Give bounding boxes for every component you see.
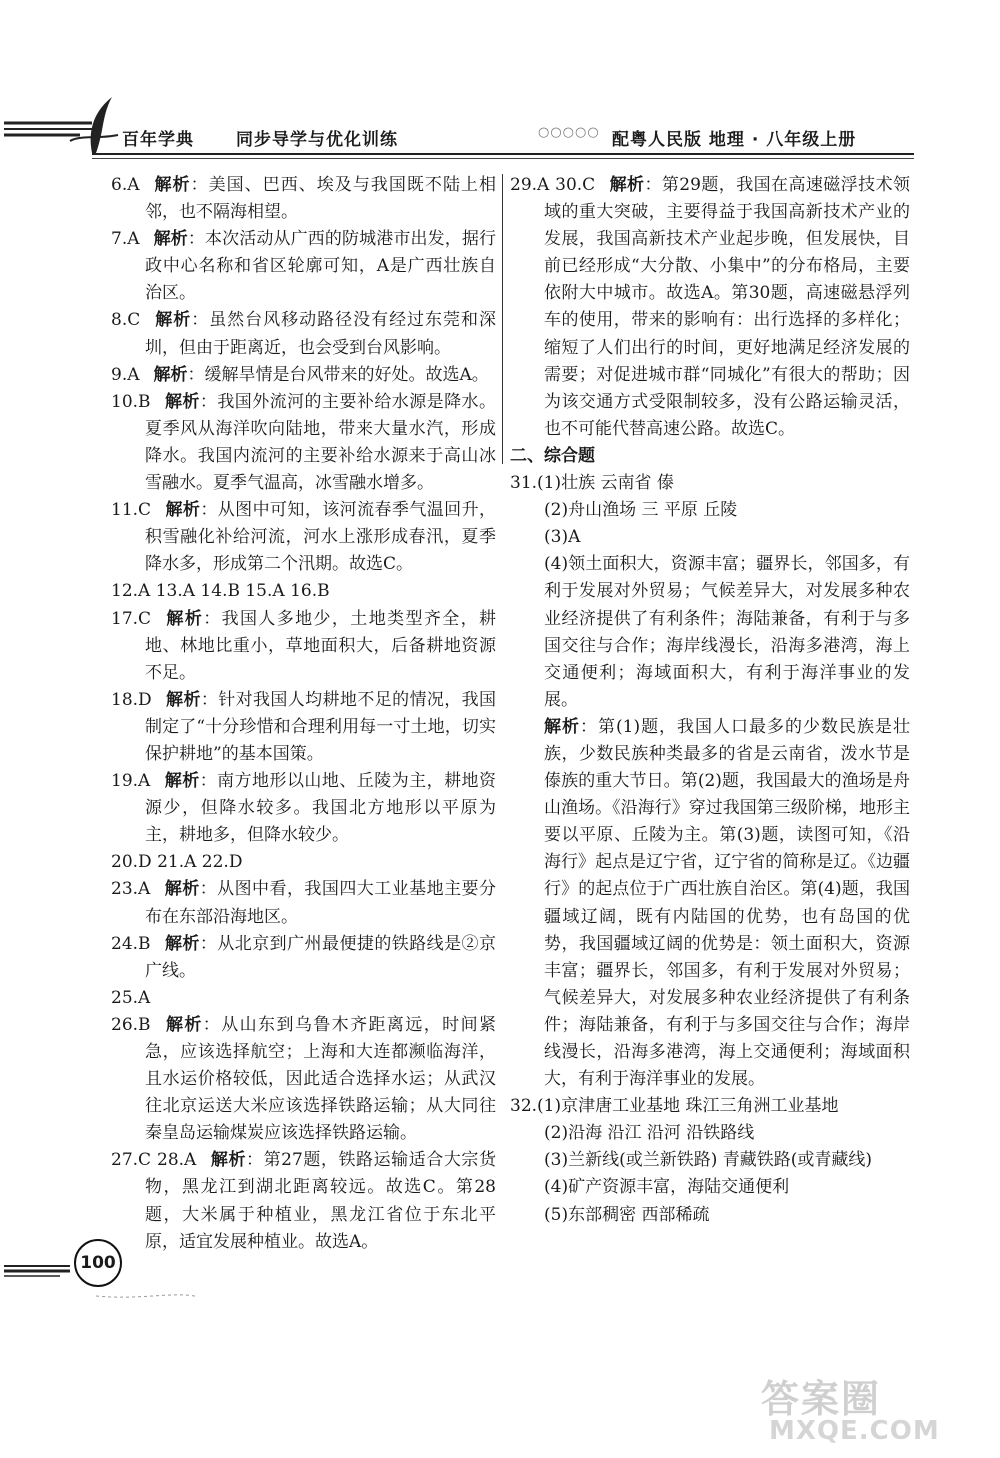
answer-number: 18.D xyxy=(111,689,152,710)
answer-number: 20.D 21.A 22.D xyxy=(111,852,243,873)
explanation-text: ：第29题，我国在高速磁浮技术领域的重大突破，主要得益于我国高新技术产业的发展，我国高新技术产业起步晚，但发展快，目前已经形成“大分散、小集中”的分布格局，主要依附大中城市。故选A。第30题，高速磁悬浮列车的使用，带来的影响有：出行选择的多样化；缩短了人们出行的时间，更好地满足经济发展的需要；对促进城市群“同城化”有很大的帮助；因为该交通方式受限制较多，没有公路运输灵活，也不可能代替高速公路。故选C。 xyxy=(544,175,910,439)
edition-label: 配粤人民版 地理 · 八年级上册 xyxy=(612,130,857,150)
explanation-text: ：缓解旱情是台风带来的好处。故选A。 xyxy=(187,364,489,385)
answer-number: 31. xyxy=(510,473,538,494)
explanation-text: ：虽然台风移动路径没有经过东莞和深圳，但由于距离近，也会受到台风影响。 xyxy=(145,310,497,358)
sub-answer-2: (2)沿海 沿江 沿河 沿铁路线 xyxy=(544,1123,755,1144)
column-divider xyxy=(502,174,503,464)
explanation-text: ：我国外流河的主要补给水源是降水。夏季风从海洋吹向陆地，带来大量水汽，形成降水。我国内流河的主要补给水源来于高山冰雪融水。夏季气温高，冰雪融水增多。 xyxy=(145,391,497,494)
sub-answer-4: (4)矿产资源丰富，海陆交通便利 xyxy=(544,1177,790,1198)
page-header xyxy=(0,95,1000,165)
section-heading: 二、综合题 xyxy=(510,445,595,466)
answer-number: 26.B xyxy=(111,1014,151,1035)
explanation-text: ：从图中看，我国四大工业基地主要分布在东部沿海地区。 xyxy=(145,879,497,927)
answer-explanation-31 xyxy=(510,714,910,1093)
answer-item xyxy=(111,497,496,578)
answer-number: 29.A 30.C xyxy=(510,175,596,195)
series-title: 同步导学与优化训练 xyxy=(236,130,398,150)
explanation-label: 解析 xyxy=(153,364,188,385)
explanation-label: 解析 xyxy=(164,933,200,954)
answer-item xyxy=(111,172,496,226)
explanation-label: 解析 xyxy=(210,1150,247,1171)
answer-item xyxy=(111,226,496,307)
explanation-text: ：从北京到广州最便捷的铁路线是②京广线。 xyxy=(145,933,497,981)
answer-item-32 xyxy=(510,1093,910,1120)
answer-number: 7.A xyxy=(111,229,140,250)
explanation-label: 解析 xyxy=(153,175,191,195)
explanation-label: 解析 xyxy=(164,1014,203,1035)
explanation-label: 解析 xyxy=(164,879,200,900)
answer-number: 23.A xyxy=(111,879,151,900)
explanation-label: 解析 xyxy=(165,608,204,629)
explanation-label: 解析 xyxy=(609,175,645,195)
answer-number: 6.A xyxy=(111,175,140,195)
answer-item xyxy=(111,389,496,497)
brand-title: 百年学典 xyxy=(122,130,194,150)
answer-number: 9.A xyxy=(111,364,140,385)
answer-number: 25.A xyxy=(111,987,151,1008)
explanation-text: ：我国人多地少，土地类型齐全，耕地、林地比重小，草地面积大，后备耕地资源不足。 xyxy=(145,608,497,683)
explanation-label: 解析 xyxy=(153,229,188,250)
sub-answer-3: (3)兰新线(或兰新铁路) 青藏铁路(或青藏线) xyxy=(544,1150,873,1171)
right-column xyxy=(510,172,910,1229)
explanation-text: ：从山东到乌鲁木齐距离远，时间紧急，应该选择航空；上海和大连都濒临海洋，且水运价格较低，因此适合选择水运；从武汉往北京运送大米应该选择铁路运输；从大同往秦皇岛运输煤炭应该选择铁路运输。 xyxy=(145,1014,497,1144)
explanation-text: ：第27题，铁路运输适合大宗货物，黑龙江到湖北距离较远。故选C。第28题，大米属于种植业，黑龙江省位于东北平原，适宜发展种植业。故选A。 xyxy=(145,1150,496,1252)
explanation-text: ：从图中可知，该河流春季气温回升，积雪融化补给河流，河水上涨形成春汛，夏季降水多，形成第二个汛期。故选C。 xyxy=(145,500,497,575)
answer-item xyxy=(111,687,496,768)
explanation-label: 解析 xyxy=(154,310,192,331)
sub-answer-3: (3)A xyxy=(544,527,581,548)
answer-number: 19.A xyxy=(111,771,151,792)
answer-item-29-30 xyxy=(510,172,910,443)
answer-number: 10.B xyxy=(111,391,151,412)
answer-number: 27.C 28.A xyxy=(111,1150,197,1171)
answer-item xyxy=(111,606,496,687)
sub-answer-1: (1)京津唐工业基地 珠江三角洲工业基地 xyxy=(537,1096,839,1117)
answer-item xyxy=(111,849,496,876)
explanation-label: 解析 xyxy=(165,689,201,710)
explanation-text: ：针对我国人均耕地不足的情况，我国制定了“十分珍惜和合理利用每一寸土地，切实保护耕地”的基本国策。 xyxy=(145,689,497,764)
header-dots: ○○○○○ xyxy=(538,125,600,140)
answer-item xyxy=(111,931,496,985)
header-rule xyxy=(92,153,914,155)
answer-number: 12.A 13.A 14.B 15.A 16.B xyxy=(111,581,330,602)
explanation-label: 解析 xyxy=(544,716,580,737)
explanation-label: 解析 xyxy=(164,391,200,412)
explanation-label: 解析 xyxy=(164,771,200,792)
answer-number: 32. xyxy=(510,1096,538,1117)
page-number: 100 xyxy=(74,1239,122,1287)
answer-item xyxy=(111,768,496,849)
answer-item-31 xyxy=(510,470,910,497)
answer-item xyxy=(111,307,496,361)
left-column xyxy=(111,172,496,1256)
sub-answer-4: (4)领土面积大，资源丰富；疆界长，邻国多，有利于发展对外贸易；气候差异大，对发展多种农业经济提供了有利条件；海陆兼备，有利于与多国交往与合作；海岸线漫长，沿海多港湾，海上交通便利；海域面积大，有利于海洋事业的发展。 xyxy=(544,554,910,710)
answer-item xyxy=(111,362,496,389)
answer-number: 11.C xyxy=(111,500,152,521)
explanation-text: ：南方地形以山地、丘陵为主，耕地资源少，但降水较多。我国北方地形以平原为主，耕地多，但降水较少。 xyxy=(145,771,497,846)
answer-number: 8.C xyxy=(111,310,141,331)
sub-answer-1: (1)壮族 云南省 傣 xyxy=(537,473,674,494)
watermark-logo xyxy=(755,1368,995,1453)
answer-item xyxy=(111,578,496,605)
explanation-text: ：本次活动从广西的防城港市出发，据行政中心名称和省区轮廓可知，A是广西壮族自治区。 xyxy=(145,229,496,304)
answer-item xyxy=(111,876,496,930)
explanation-text: ：美国、巴西、埃及与我国既不陆上相邻，也不隔海相望。 xyxy=(145,175,497,223)
explanation-text: ：第(1)题，我国人口最多的少数民族是壮族，少数民族种类最多的省是云南省，泼水节是傣族的重大节日。第(2)题，我国最大的渔场是舟山渔场。《沿海行》穿过我国第三级阶梯，地形主要以平原、丘陵为主。第(3)题，读图可知，《沿海行》起点是辽宁省，辽宁省的简称是辽。《边疆行》的起点位于广西壮族自治区。第(4)题，我国疆域辽阔，既有内陆国的优势，也有岛国的优势，我国疆域辽阔的优势是：领土面积大，资源丰富；疆界长，邻国多，有利于发展对外贸易；气候差异大，对发展多种农业经济提供了有利条件；海陆兼备，有利于与多国交往与合作；海岸线漫长，沿海多港湾，海上交通便利；海域面积大，有利于海洋事业的发展。 xyxy=(544,716,910,1090)
sub-answer-5: (5)东部稠密 西部稀疏 xyxy=(544,1204,710,1225)
watermark-text: 答案圈 xyxy=(761,1377,882,1421)
answer-number: 17.C xyxy=(111,608,152,629)
answer-number: 24.B xyxy=(111,933,151,954)
sub-answer-2: (2)舟山渔场 三 平原 丘陵 xyxy=(544,500,738,521)
header-rule-thin xyxy=(92,158,914,159)
watermark-url: MXQE.COM xyxy=(769,1416,940,1446)
answer-item xyxy=(111,1012,496,1147)
explanation-label: 解析 xyxy=(165,500,201,521)
answer-item xyxy=(111,985,496,1012)
